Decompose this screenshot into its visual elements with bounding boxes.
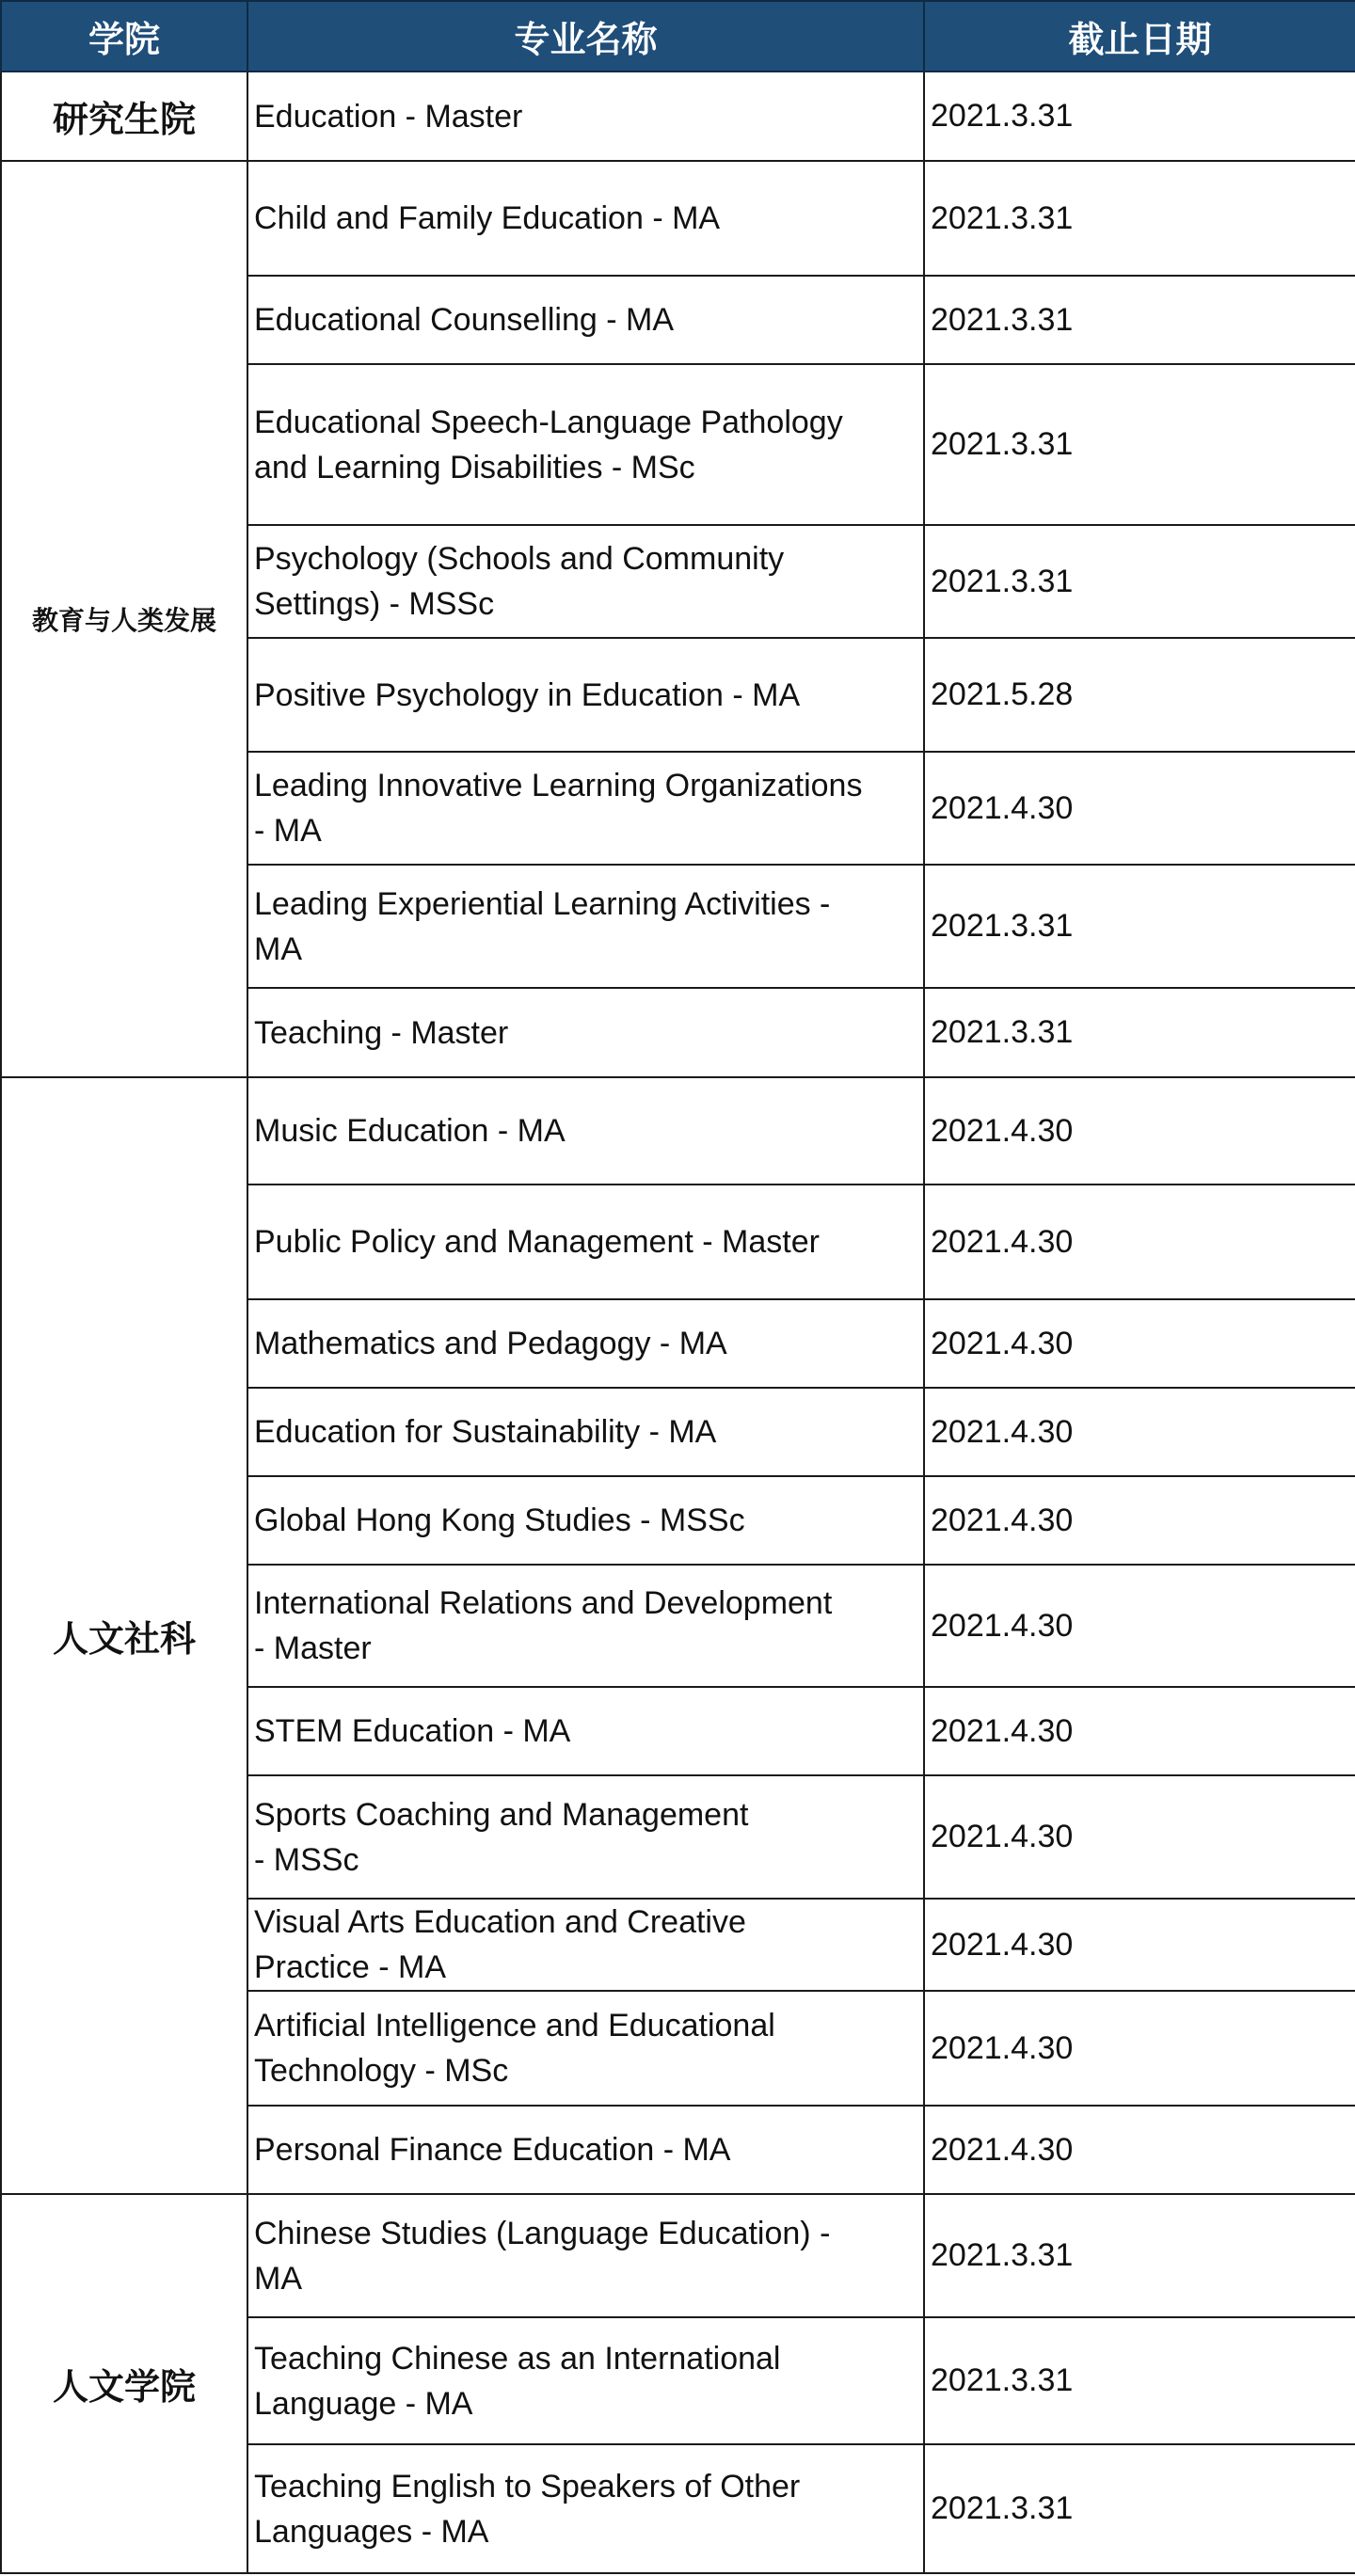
deadline-date: 2021.4.30 xyxy=(924,1388,1355,1476)
program-column-header: 专业名称 xyxy=(247,1,924,72)
program-name: Leading Experiential Learning Activities - MA xyxy=(254,885,831,967)
table-row xyxy=(1,1077,1355,1185)
program-name: Public Policy and Management - Master xyxy=(254,1224,820,1260)
program-name: Global Hong Kong Studies - MSSc xyxy=(254,1503,745,1538)
program-name: Leading Innovative Learning Organizations - MA xyxy=(254,768,863,849)
program-name: Positive Psychology in Education - MA xyxy=(254,676,801,713)
program-name: Education - Master xyxy=(254,98,523,135)
program-name: STEM Education - MA xyxy=(254,1713,571,1749)
college-cell: 人文学院 xyxy=(1,2194,247,2573)
college-cell: 教育与人类发展 xyxy=(1,161,247,1077)
table-row xyxy=(1,2194,1355,2317)
deadline-date: 2021.3.31 xyxy=(924,2317,1355,2444)
program-name: Personal Finance Education - MA xyxy=(254,2132,731,2168)
college-column-header: 学院 xyxy=(1,1,247,72)
deadline-date: 2021.4.30 xyxy=(924,1476,1355,1565)
deadline-date: 2021.3.31 xyxy=(924,988,1355,1077)
program-name: Educational Counselling - MA xyxy=(254,302,675,338)
program-name: Artificial Intelligence and Educational Technology - MSc xyxy=(254,2008,775,2089)
program-name: Psychology (Schools and Community Settings) - MSSc xyxy=(254,541,785,622)
program-name: Education for Sustainability - MA xyxy=(254,1414,717,1450)
college-cell: 人文社科 xyxy=(1,1077,247,2194)
table-row xyxy=(1,72,1355,161)
deadline-date: 2021.3.31 xyxy=(924,276,1355,364)
deadline-date: 2021.4.30 xyxy=(924,1299,1355,1388)
college-cell: 研究生院 xyxy=(1,72,247,161)
program-name: Chinese Studies (Language Education) - MA xyxy=(254,2215,831,2297)
program-name: Teaching English to Speakers of Other Languages - MA xyxy=(254,2468,801,2550)
program-name: Child and Family Education - MA xyxy=(254,200,721,236)
deadline-date: 2021.4.30 xyxy=(924,1687,1355,1775)
program-name: Sports Coaching and Management - MSSc xyxy=(254,1796,749,1878)
deadline-date: 2021.3.31 xyxy=(924,2444,1355,2573)
deadline-date: 2021.3.31 xyxy=(924,364,1355,525)
program-name: Teaching Chinese as an International Language - MA xyxy=(254,2340,781,2422)
deadline-date: 2021.3.31 xyxy=(924,2194,1355,2317)
deadline-date: 2021.4.30 xyxy=(924,1775,1355,1899)
deadline-date: 2021.4.30 xyxy=(924,2106,1355,2194)
deadline-date: 2021.4.30 xyxy=(924,1991,1355,2106)
program-name: Music Education - MA xyxy=(254,1113,566,1149)
deadline-date: 2021.3.31 xyxy=(924,161,1355,276)
deadline-date: 2021.5.28 xyxy=(924,638,1355,752)
deadline-date: 2021.4.30 xyxy=(924,752,1355,865)
deadline-date: 2021.3.31 xyxy=(924,72,1355,161)
deadline-date: 2021.4.30 xyxy=(924,1077,1355,1185)
deadline-date: 2021.3.31 xyxy=(924,865,1355,988)
program-name: Educational Speech-Language Pathology and Learning Disabilities - MSc xyxy=(254,404,843,485)
program-name: Teaching - Master xyxy=(254,1014,509,1051)
deadline-date: 2021.4.30 xyxy=(924,1565,1355,1687)
program-name: Mathematics and Pedagogy - MA xyxy=(254,1326,727,1361)
deadline-date: 2021.3.31 xyxy=(924,525,1355,638)
deadline-date: 2021.4.30 xyxy=(924,1185,1355,1299)
deadline-date: 2021.4.30 xyxy=(924,1899,1355,1991)
program-name: International Relations and Development - Master xyxy=(254,1585,833,1666)
deadline-column-header: 截止日期 xyxy=(924,1,1355,72)
table-row xyxy=(1,161,1355,276)
header-row xyxy=(1,1,1355,72)
program-name: Visual Arts Education and Creative Practice - MA xyxy=(254,1904,746,1985)
